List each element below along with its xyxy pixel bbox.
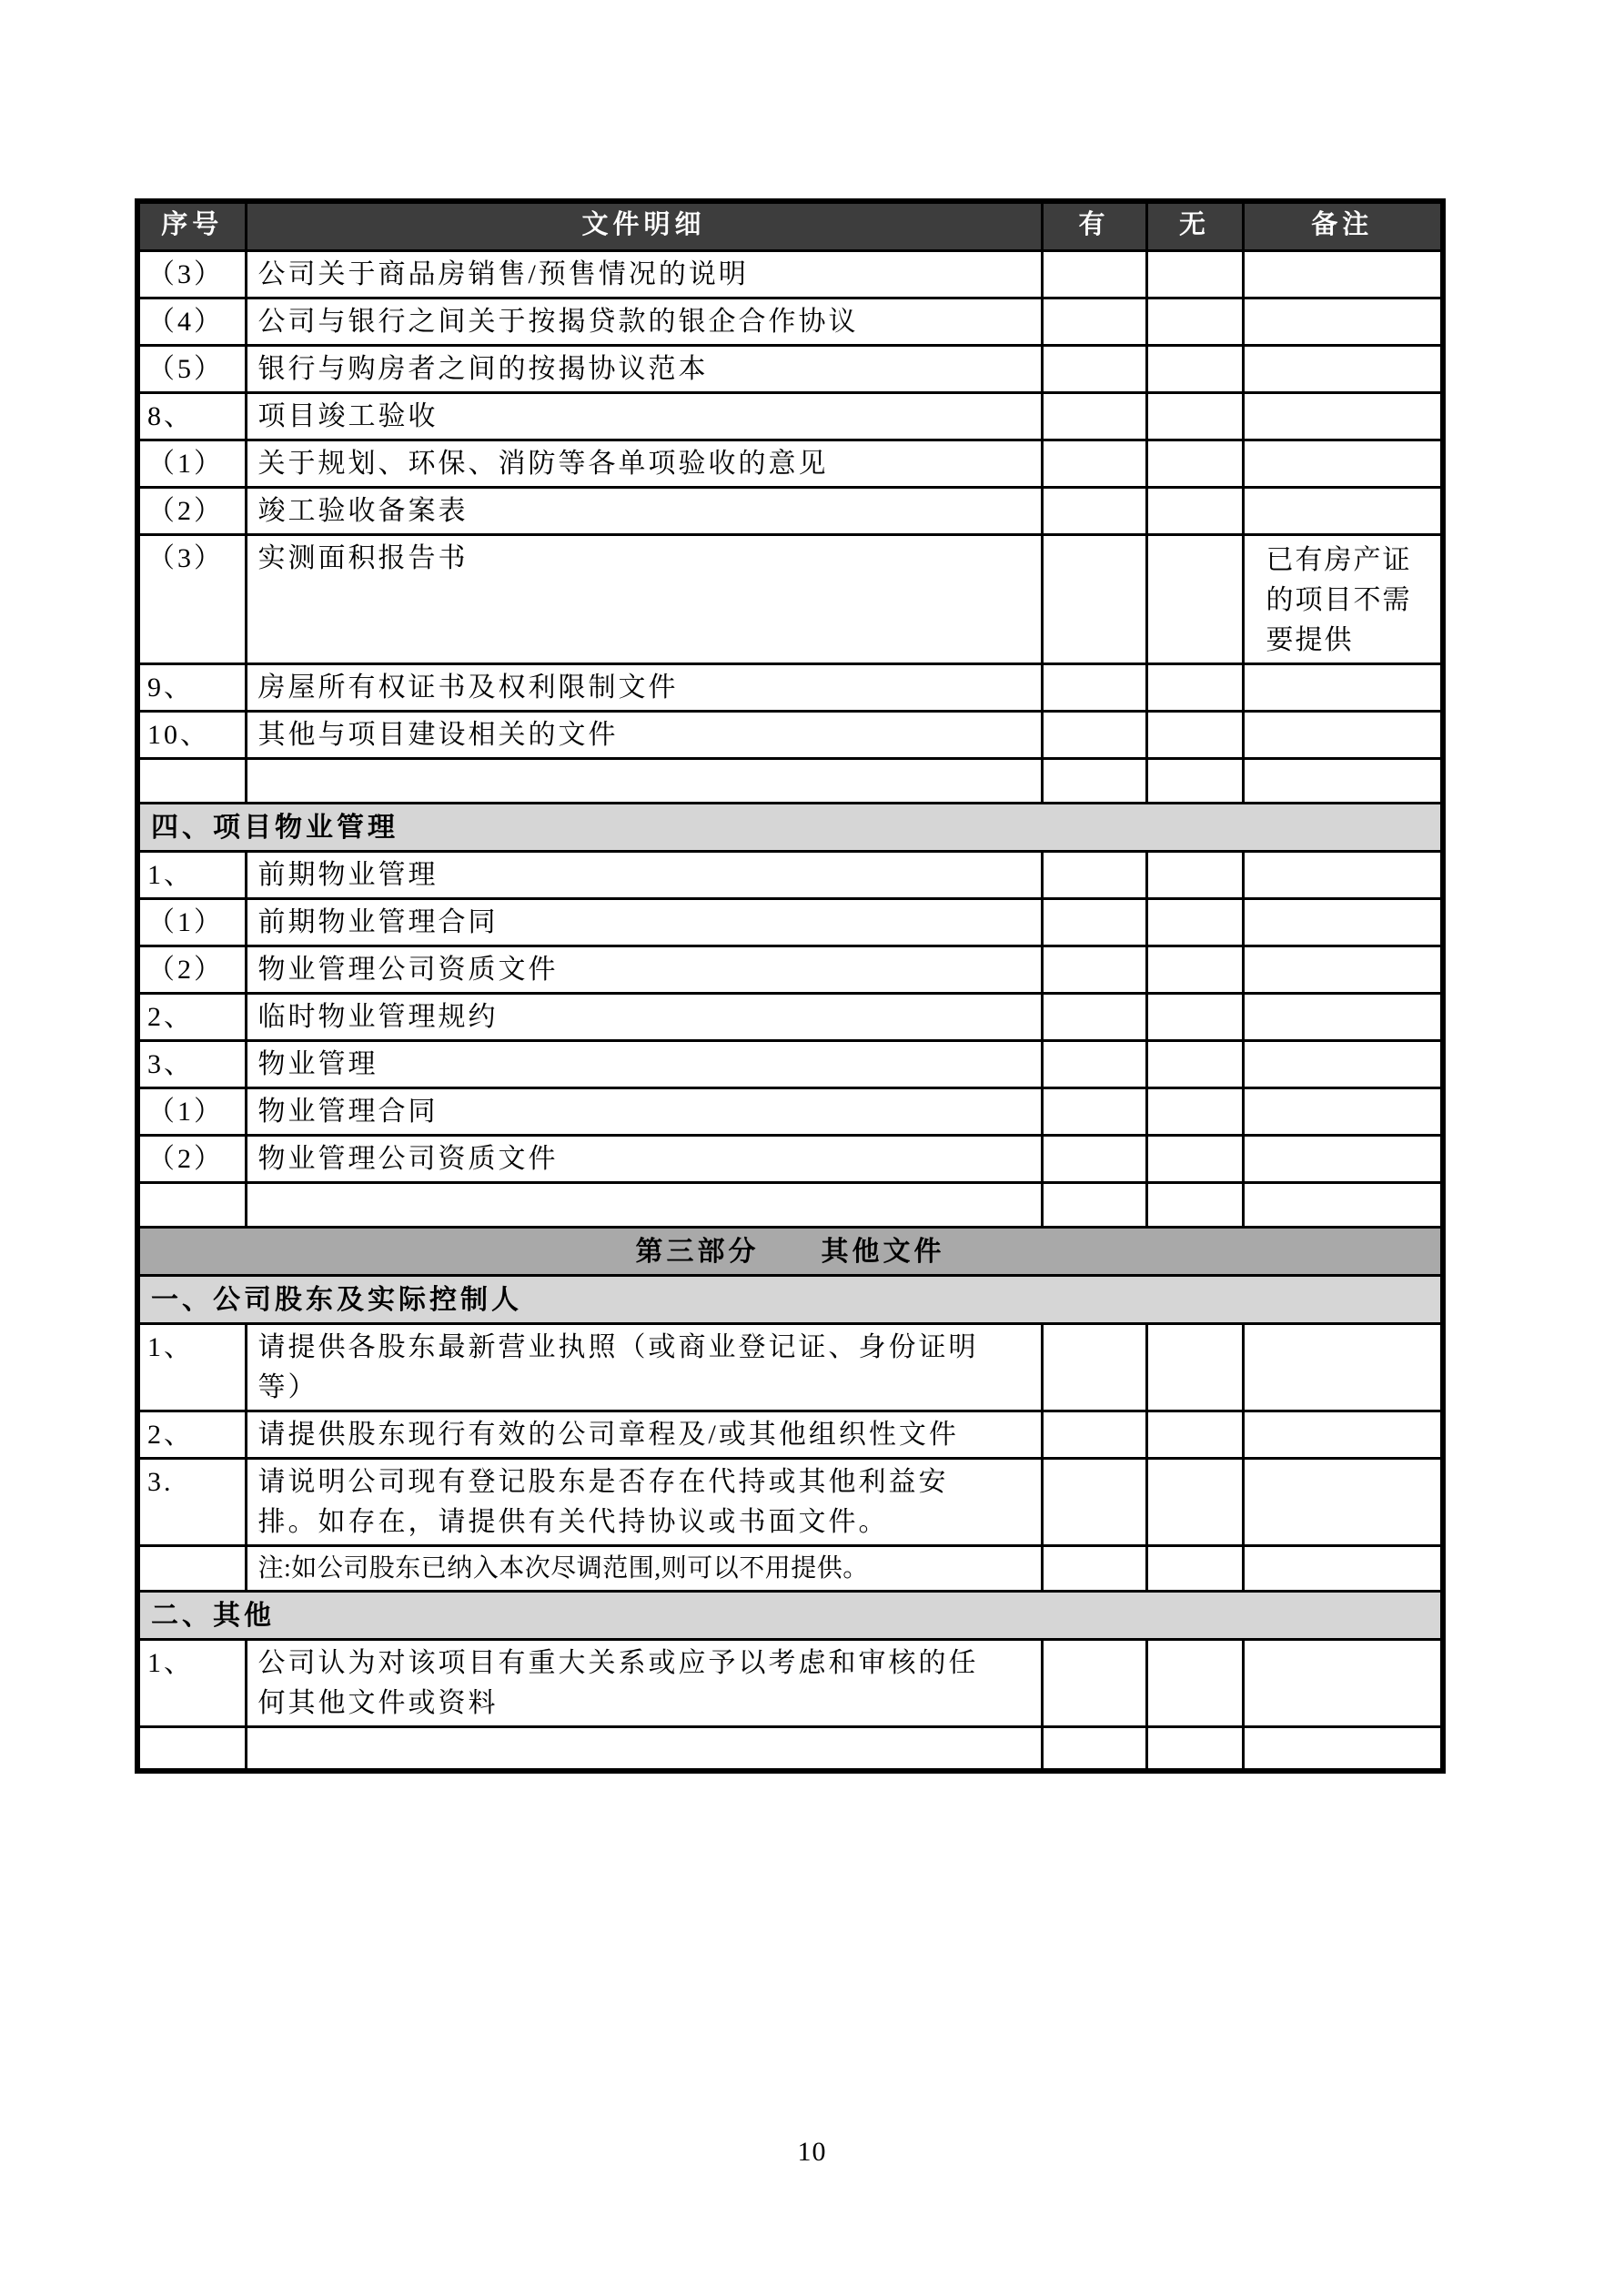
detail-cell: 公司与银行之间关于按揭贷款的银企合作协议	[246, 298, 1042, 345]
table-row	[137, 1545, 1443, 1591]
detail-cell	[246, 758, 1042, 803]
detail-cell	[246, 1726, 1042, 1771]
serial-cell: 3.	[137, 1458, 246, 1545]
remark-cell	[1243, 392, 1443, 440]
none-cell	[1146, 298, 1243, 345]
none-cell	[1146, 1639, 1243, 1726]
remark-cell	[1243, 250, 1443, 298]
none-cell	[1146, 534, 1243, 663]
document-checklist-table	[135, 198, 1446, 1774]
have-cell	[1042, 440, 1146, 487]
table-row	[137, 440, 1443, 487]
remark-cell	[1243, 758, 1443, 803]
serial-cell: （5）	[137, 345, 246, 392]
table-row	[137, 1135, 1443, 1182]
table-row	[137, 758, 1443, 803]
have-cell	[1042, 534, 1146, 663]
table-row	[137, 1639, 1443, 1726]
have-cell	[1042, 487, 1146, 534]
section-header-label: 二、其他	[137, 1591, 1443, 1639]
table-row	[137, 1040, 1443, 1087]
remark-cell	[1243, 1323, 1443, 1411]
detail-cell: 物业管理公司资质文件	[246, 946, 1042, 993]
remark-cell	[1243, 1639, 1443, 1726]
have-cell	[1042, 1411, 1146, 1458]
serial-cell	[137, 1726, 246, 1771]
serial-cell: 2、	[137, 1411, 246, 1458]
none-cell	[1146, 1040, 1243, 1087]
none-cell	[1146, 851, 1243, 898]
have-cell	[1042, 298, 1146, 345]
remark-cell	[1243, 1458, 1443, 1545]
have-cell	[1042, 758, 1146, 803]
none-cell	[1146, 345, 1243, 392]
none-cell	[1146, 1726, 1243, 1771]
none-cell	[1146, 898, 1243, 946]
remark-cell	[1243, 1545, 1443, 1591]
serial-cell: （2）	[137, 487, 246, 534]
page-number: 10	[797, 2137, 827, 2167]
have-cell	[1042, 392, 1146, 440]
detail-cell: 竣工验收备案表	[246, 487, 1042, 534]
column-header-detail: 文件明细	[246, 201, 1042, 250]
none-cell	[1146, 1323, 1243, 1411]
remark-cell	[1243, 1726, 1443, 1771]
serial-cell: 9、	[137, 663, 246, 711]
detail-cell: 房屋所有权证书及权利限制文件	[246, 663, 1042, 711]
remark-cell	[1243, 663, 1443, 711]
have-cell	[1042, 1458, 1146, 1545]
serial-cell: （1）	[137, 898, 246, 946]
have-cell	[1042, 1639, 1146, 1726]
none-cell	[1146, 946, 1243, 993]
section-header-label: 四、项目物业管理	[137, 803, 1443, 851]
have-cell	[1042, 250, 1146, 298]
remark-cell	[1243, 1182, 1443, 1227]
serial-cell: （3）	[137, 534, 246, 663]
have-cell	[1042, 1182, 1146, 1227]
detail-cell: 其他与项目建设相关的文件	[246, 711, 1042, 758]
have-cell	[1042, 345, 1146, 392]
remark-cell	[1243, 440, 1443, 487]
have-cell	[1042, 1087, 1146, 1135]
detail-cell: 物业管理合同	[246, 1087, 1042, 1135]
remark-cell	[1243, 851, 1443, 898]
remark-cell: 已有房产证的项目不需要提供	[1243, 534, 1443, 663]
section-header-label: 一、公司股东及实际控制人	[137, 1275, 1443, 1323]
section-header-row	[137, 803, 1443, 851]
none-cell	[1146, 392, 1243, 440]
part-header-label: 第三部分 其他文件	[137, 1227, 1443, 1275]
have-cell	[1042, 851, 1146, 898]
remark-cell	[1243, 487, 1443, 534]
table-row	[137, 1087, 1443, 1135]
serial-cell: 2、	[137, 993, 246, 1040]
remark-cell	[1243, 1087, 1443, 1135]
none-cell	[1146, 1087, 1243, 1135]
serial-cell: 1、	[137, 851, 246, 898]
none-cell	[1146, 663, 1243, 711]
table-row	[137, 711, 1443, 758]
table-body	[137, 250, 1443, 1771]
table-row	[137, 1411, 1443, 1458]
none-cell	[1146, 1545, 1243, 1591]
serial-cell: （3）	[137, 250, 246, 298]
detail-cell: 临时物业管理规约	[246, 993, 1042, 1040]
table-row	[137, 298, 1443, 345]
serial-cell: （4）	[137, 298, 246, 345]
section-header-row	[137, 1591, 1443, 1639]
detail-cell: 请提供各股东最新营业执照（或商业登记证、身份证明等）	[246, 1323, 1042, 1411]
detail-cell: 实测面积报告书	[246, 534, 1042, 663]
detail-cell: 物业管理	[246, 1040, 1042, 1087]
none-cell	[1146, 440, 1243, 487]
table-row	[137, 1458, 1443, 1545]
remark-cell	[1243, 946, 1443, 993]
table-row	[137, 250, 1443, 298]
none-cell	[1146, 1135, 1243, 1182]
serial-cell: （1）	[137, 1087, 246, 1135]
remark-cell	[1243, 898, 1443, 946]
serial-cell: （1）	[137, 440, 246, 487]
detail-cell: 前期物业管理	[246, 851, 1042, 898]
detail-cell: 银行与购房者之间的按揭协议范本	[246, 345, 1042, 392]
detail-cell: 项目竣工验收	[246, 392, 1042, 440]
none-cell	[1146, 993, 1243, 1040]
table-row	[137, 993, 1443, 1040]
serial-cell: 1、	[137, 1323, 246, 1411]
none-cell	[1146, 758, 1243, 803]
serial-cell: 1、	[137, 1639, 246, 1726]
serial-cell: 10、	[137, 711, 246, 758]
table-row	[137, 851, 1443, 898]
column-header-remark: 备注	[1243, 201, 1443, 250]
remark-cell	[1243, 1040, 1443, 1087]
detail-cell: 公司认为对该项目有重大关系或应予以考虑和审核的任何其他文件或资料	[246, 1639, 1042, 1726]
detail-cell: 请说明公司现有登记股东是否存在代持或其他利益安排。如存在，请提供有关代持协议或书面文件。	[246, 1458, 1042, 1545]
none-cell	[1146, 1411, 1243, 1458]
table-row	[137, 1323, 1443, 1411]
none-cell	[1146, 487, 1243, 534]
have-cell	[1042, 1726, 1146, 1771]
detail-cell	[246, 1182, 1042, 1227]
have-cell	[1042, 1135, 1146, 1182]
detail-cell: 物业管理公司资质文件	[246, 1135, 1042, 1182]
serial-cell	[137, 1545, 246, 1591]
detail-cell: 请提供股东现行有效的公司章程及/或其他组织性文件	[246, 1411, 1042, 1458]
detail-cell: 公司关于商品房销售/预售情况的说明	[246, 250, 1042, 298]
column-header-none: 无	[1146, 201, 1243, 250]
table-row	[137, 1182, 1443, 1227]
have-cell	[1042, 993, 1146, 1040]
column-header-have: 有	[1042, 201, 1146, 250]
detail-cell: 前期物业管理合同	[246, 898, 1042, 946]
serial-cell: 8、	[137, 392, 246, 440]
remark-cell	[1243, 711, 1443, 758]
column-header-serial: 序号	[137, 201, 246, 250]
remark-cell	[1243, 1135, 1443, 1182]
none-cell	[1146, 711, 1243, 758]
have-cell	[1042, 1323, 1146, 1411]
table-row	[137, 487, 1443, 534]
have-cell	[1042, 663, 1146, 711]
have-cell	[1042, 946, 1146, 993]
serial-cell	[137, 758, 246, 803]
remark-cell	[1243, 345, 1443, 392]
section-header-row	[137, 1275, 1443, 1323]
remark-cell	[1243, 1411, 1443, 1458]
table-row	[137, 1726, 1443, 1771]
serial-cell: （2）	[137, 1135, 246, 1182]
table-row	[137, 898, 1443, 946]
remark-cell	[1243, 298, 1443, 345]
none-cell	[1146, 250, 1243, 298]
have-cell	[1042, 1545, 1146, 1591]
table-row	[137, 345, 1443, 392]
detail-cell: 关于规划、环保、消防等各单项验收的意见	[246, 440, 1042, 487]
none-cell	[1146, 1182, 1243, 1227]
table-row	[137, 663, 1443, 711]
serial-cell: 3、	[137, 1040, 246, 1087]
have-cell	[1042, 898, 1146, 946]
part-header-row	[137, 1227, 1443, 1275]
remark-cell	[1243, 993, 1443, 1040]
table-row	[137, 392, 1443, 440]
table-row	[137, 946, 1443, 993]
table-header-row	[137, 201, 1443, 250]
detail-cell: 注:如公司股东已纳入本次尽调范围,则可以不用提供。	[246, 1545, 1042, 1591]
table-row	[137, 534, 1443, 663]
serial-cell: （2）	[137, 946, 246, 993]
have-cell	[1042, 711, 1146, 758]
none-cell	[1146, 1458, 1243, 1545]
serial-cell	[137, 1182, 246, 1227]
have-cell	[1042, 1040, 1146, 1087]
